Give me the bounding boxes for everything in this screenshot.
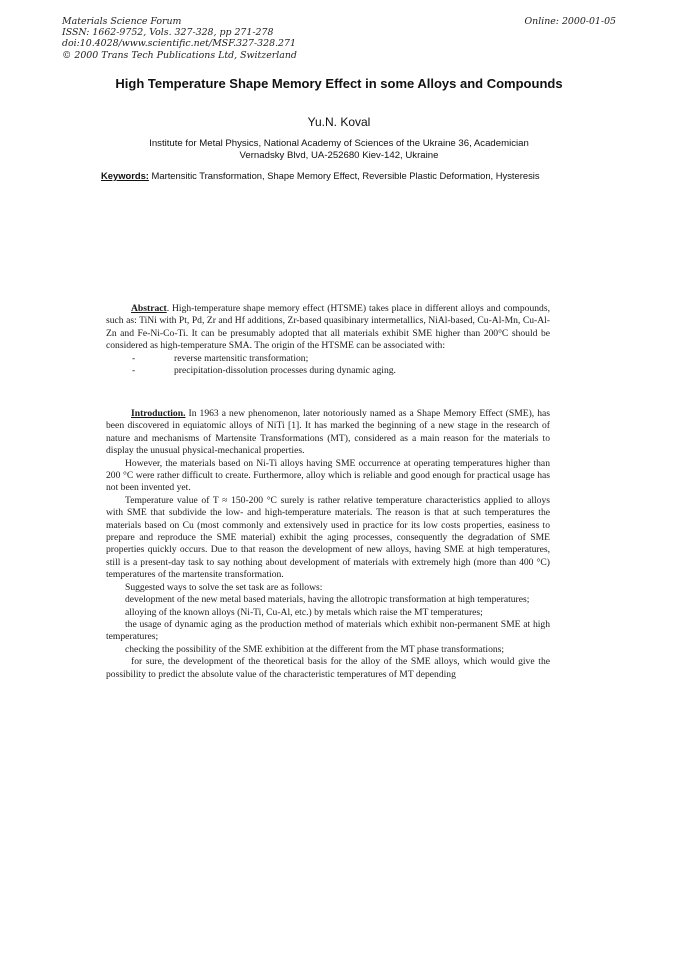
- list-item: - reverse martensitic transformation;: [132, 352, 309, 364]
- intro-paragraph-5: development of the new metal based materials, having the allotropic transformation at high temperatures;: [125, 594, 530, 606]
- author-name: Yu.N. Koval: [307, 115, 371, 129]
- intro-paragraph-2: However, the materials based on Ni-Ti alloys having SME occurrence at operating temperatures higher than 200 °C were rather difficult to create. Furthermore, alloy which is reliable and good enough for practical usage has not been invented yet.: [106, 457, 550, 494]
- copyright-line: © 2000 Trans Tech Publications Ltd, Switzerland: [62, 49, 297, 61]
- introduction-heading: Introduction.: [131, 408, 186, 419]
- abstract-bullet-1: reverse martensitic transformation;: [174, 352, 309, 364]
- intro-paragraph-8: checking the possibility of the SME exhibition at the different from the MT phase transformations;: [125, 643, 505, 655]
- intro-paragraph-3: Temperature value of T ≈ 150-200 °C surely is rather relative temperature characteristics applied to alloys with SME that subdivide the low- and high-temperature materials. The reason is that at such temperatures the materials based on Cu (most commonly and extensively used in practice for its low costs properties, easiness to prepare and reproduce the SME material) exhibit the aging processes, consequently the degradation of SME properties quickly occurs. Due to that reason the development of new alloys, having SME at high temperatures, still is a present-day task to say nothing about development of materials with extremely high (more than 400 °C) temperatures of the martensite transformation.: [106, 494, 550, 581]
- abstract-heading: Abstract: [131, 303, 167, 314]
- abstract-section: [106, 303, 550, 377]
- abstract-text: . High-temperature shape memory effect (HTSME) takes place in different alloys and compounds, such as: TiNi with Pt, Pd, Zr and Hf additions, Zr-based quasibinary intermetallics, NiAl-based, Cu-Al-Mn, Cu-Al-Zn and Fe-Ni-Co-Ti. It can be presumably adopted that all materials exhibit SME higher than 200°C should be considered as high-temperature SMA. The origin of the HTSME can be associated with:: [106, 303, 550, 352]
- intro-paragraph-7: the usage of dynamic aging as the production method of materials which exhibit non-permanent SME at high temperatures;: [106, 618, 550, 643]
- intro-paragraph-6: alloying of the known alloys (Ni-Ti, Cu-Al, etc.) by metals which raise the MT temperatures;: [125, 606, 483, 618]
- abstract-paragraph: [106, 303, 550, 353]
- keywords-label: Keywords:: [101, 170, 149, 181]
- doi-line: doi:10.4028/www.scientific.net/MSF.327-328.271: [62, 38, 296, 50]
- publication-info: [62, 16, 297, 61]
- intro-text-1: In 1963 a new phenomenon, later notoriously named as a Shape Memory Effect (SME), has been discovered in equiatomic alloys of NiTi [1]. It has marked the beginning of a new stage in the research of nature and mechanisms of Martensite Transformations (MT), considered as a main reason for the materials to display the unusual physical-mechanical properties.: [106, 408, 550, 457]
- abstract-bullet-2: precipitation-dissolution processes during dynamic aging.: [174, 365, 396, 377]
- affiliation-line-2: Vernadsky Blvd, UA-252680 Kiev-142, Ukraine: [239, 149, 439, 161]
- affiliation-line-1: Institute for Metal Physics, National Academy of Sciences of the Ukraine 36, Academician: [149, 138, 529, 149]
- journal-name: Materials Science Forum: [62, 16, 182, 27]
- intro-paragraph-1: [106, 408, 550, 458]
- paper-title: High Temperature Shape Memory Effect in some Alloys and Compounds: [115, 76, 563, 91]
- intro-paragraph-9: for sure, the development of the theoretical basis for the alloy of the SME alloys, which would give the possibility to predict the absolute value of the characteristic temperatures of MT depending: [106, 656, 550, 680]
- online-date: Online: 2000-01-05: [524, 16, 616, 27]
- intro-paragraph-4: Suggested ways to solve the set task are as follows:: [125, 581, 323, 593]
- issn-line: ISSN: 1662-9752, Vols. 327-328, pp 271-278: [62, 27, 274, 39]
- affiliation: [112, 138, 566, 161]
- introduction-section: [106, 408, 550, 681]
- keywords: [101, 170, 579, 181]
- keywords-text: Martensitic Transformation, Shape Memory Effect, Reversible Plastic Deformation, Hysteresis: [148, 170, 540, 181]
- list-item: - precipitation-dissolution processes during dynamic aging.: [132, 365, 396, 377]
